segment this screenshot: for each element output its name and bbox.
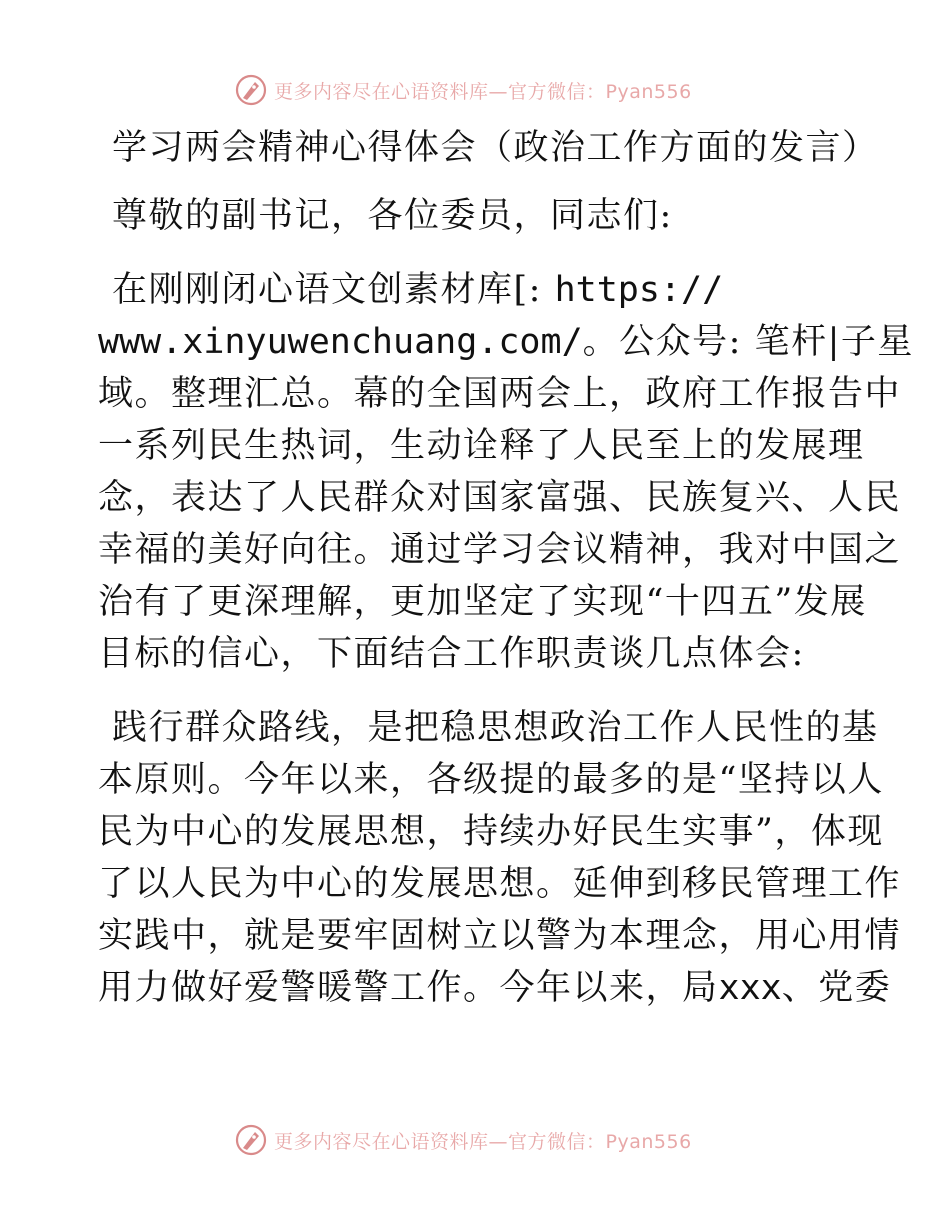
document-title: 学习两会精神心得体会（政治工作方面的发言） bbox=[112, 128, 879, 168]
document-body bbox=[98, 122, 914, 1014]
paragraph-1-line-6: 幸福的美好向往。通过学习会议精神，我对中国之 bbox=[98, 530, 902, 570]
salutation: 尊敬的副书记，各位委员，同志们: bbox=[112, 196, 673, 236]
text-run: 用力做好爱警暖警工作。今年以来，局 bbox=[98, 968, 719, 1008]
banner-text: 更多内容尽在心语资料库—官方微信：Pyan556 bbox=[274, 80, 692, 103]
banner-text: 更多内容尽在心语资料库—官方微信：Pyan556 bbox=[274, 1130, 692, 1153]
url-run: www.xinyuwenchuang.com/ bbox=[98, 322, 583, 362]
paragraph-1-line-7: 治有了更深理解，更加坚定了实现“十四五”发展 bbox=[98, 582, 867, 622]
paragraph-2-line-6 bbox=[98, 962, 892, 1014]
paragraph-1-line-8: 目标的信心，下面结合工作职责谈几点体会: bbox=[98, 634, 805, 674]
pen-nib-circle-icon bbox=[234, 1123, 268, 1157]
paragraph-1-line-5: 念，表达了人民群众对国家富强、民族复兴、人民 bbox=[98, 478, 902, 518]
header-banner bbox=[234, 72, 692, 108]
paragraph-1-line-3: 域。整理汇总。幕的全国两会上，政府工作报告中 bbox=[98, 374, 902, 414]
text-run: 在刚刚闭心语文创素材库[: bbox=[112, 270, 555, 310]
pen-nib-circle-icon bbox=[234, 73, 268, 107]
paragraph-1-line-2 bbox=[98, 316, 914, 368]
paragraph-1-line-1 bbox=[98, 264, 850, 316]
paragraph-2-line-1: 践行群众路线，是把稳思想政治工作人民性的基 bbox=[112, 708, 879, 748]
footer-banner bbox=[234, 1122, 692, 1158]
paragraph-2-line-3: 民为中心的发展思想，持续办好民生实事”，体现 bbox=[98, 812, 884, 852]
text-run: 。公众号: 笔杆|子星 bbox=[582, 322, 914, 362]
paragraph-1-line-4: 一系列民生热词，生动诠释了人民至上的发展理 bbox=[98, 426, 865, 466]
text-run: 、党委 bbox=[781, 968, 892, 1008]
paragraph-2-line-5: 实践中，就是要牢固树立以警为本理念，用心用情 bbox=[98, 916, 902, 956]
paragraph-2-line-4: 了以人民为中心的发展思想。延伸到移民管理工作 bbox=[98, 864, 902, 904]
url-run: https:// bbox=[554, 270, 724, 310]
paragraph-2-line-2: 本原则。今年以来，各级提的最多的是“坚持以人 bbox=[98, 760, 884, 800]
placeholder-run: xxx bbox=[718, 968, 782, 1008]
